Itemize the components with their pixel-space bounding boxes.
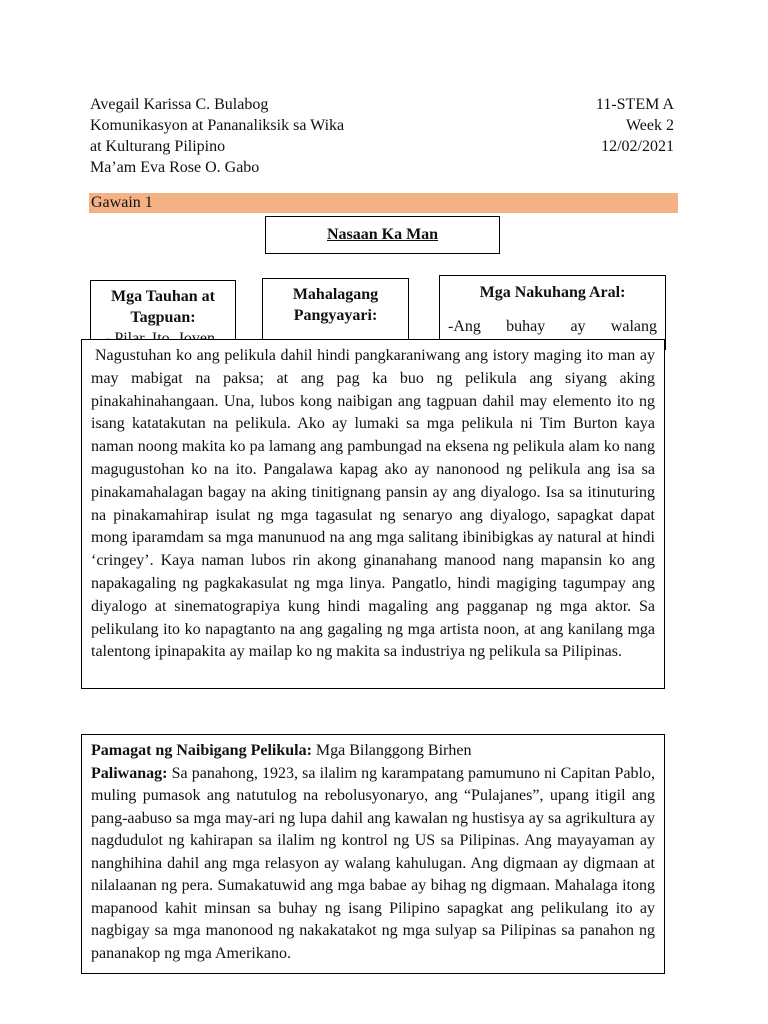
class-info xyxy=(474,94,674,157)
explanation-label: Paliwanag: xyxy=(91,764,168,782)
film-title-value: Mga Bilanggong Birhen xyxy=(315,742,472,759)
subject-line-1: Komunikasyon at Pananaliksik sa Wika xyxy=(90,117,345,134)
characters-heading: Mga Tauhan at Tagpuan: xyxy=(110,288,216,326)
activity-bar: Gawain 1 xyxy=(89,193,678,213)
favorite-film-box xyxy=(81,734,665,974)
lessons-peek-text: -Ang buhay ay walang xyxy=(448,318,657,335)
film-explanation xyxy=(91,763,655,966)
film-title-line xyxy=(91,740,655,763)
subject-line-2: at Kulturang Pilipino xyxy=(90,138,226,155)
teacher-name: Ma’am Eva Rose O. Gabo xyxy=(90,159,260,176)
review-textbox: Nagustuhan ko ang pelikula dahil hindi pangkaraniwang ang istory maging ito man ay may mabigat na paksa; at ang pag ka buo ng pelikula ang siyang aking pinakahinahangaan. Una, lubos kong naibigan ang tagpuan dahil may elemento ito ng isang katatakutan na pelikula. Ako ay lumaki sa mga pelikula ni Tim Burton kaya naman noong makita ko pa lamang ang pambungad na eksena ng pelikula alam ko nang magugustohan ko na ito. Pangalawa kapag ako ay nanonood ng pelikula ang isa sa pinakamahalagan bagay na aking tinitignang pansin ay ang diyalogo. Isa sa itinuturing na pinakamahirap isulat ng mga tagasulat ng senaryo ang diyalogo, sapagkat dapat mong iparamdam sa mga manunuod na ang mga salitang ibinibigkas ay natural at hindi ‘cringey’. Kaya naman lubos rin akong ginanahang manood nang mapansin ko ang napakagaling ng pagkakasulat ng mga linya. Pangatlo, hindi magiging tagumpay ang diyalogo at sinematograpiya kung hindi magaling ang pagganap ng mga aktor. Sa pelikulang ito ko napagtanto na ang gagaling ng mga artista noon, at ang kanilang mga talentong ipinapakita ay mailap ko ng makita sa industriya ng pelikula sa Pilipinas. xyxy=(81,339,665,689)
student-info xyxy=(90,94,420,178)
key-events-heading: Mahalagang Pangyayari: xyxy=(292,286,379,324)
movie-title: Nasaan Ka Man xyxy=(265,216,500,254)
film-title-label: Pamagat ng Naibigang Pelikula: xyxy=(91,742,312,759)
section-name: 11-STEM A xyxy=(595,96,674,113)
student-name: Avegail Karissa C. Bulabog xyxy=(90,96,269,113)
date-label: 12/02/2021 xyxy=(601,138,674,155)
lessons-heading: Mga Nakuhang Aral: xyxy=(479,284,626,301)
explanation-text: Sa panahong, 1923, sa ilalim ng karampatang pamumuno ni Capitan Pablo, muling pumasok ang natutulog na rebolusyonaryo, ang “Pulajanes”, upang itigil ang pang-aabuso sa mga may-ari ng lupa dahil ang kawalan ng hustisya ay sa agrikultura ay nagdudulot ng kahirapan sa ilalim ng kontrol ng US sa Pilipinas. Ang mayayaman ay nanghihina dahil ang mga relasyon ay walang kahulugan. Ang digmaan ay digmaan at nilalaanan ng pera. Sumakatuwid ang mga babae ay bihag ng digmaan. Mahalaga itong mapanood kahit minsan sa buhay ng isang Pilipino sapagkat ang pelikulang ito ay nagbigay sa mga manonood ng nakakatakot ng mga sulyap sa Pilipinas sa panahon ng pananakop ng mga Amerikano. xyxy=(91,764,656,962)
week-label: Week 2 xyxy=(625,117,674,134)
